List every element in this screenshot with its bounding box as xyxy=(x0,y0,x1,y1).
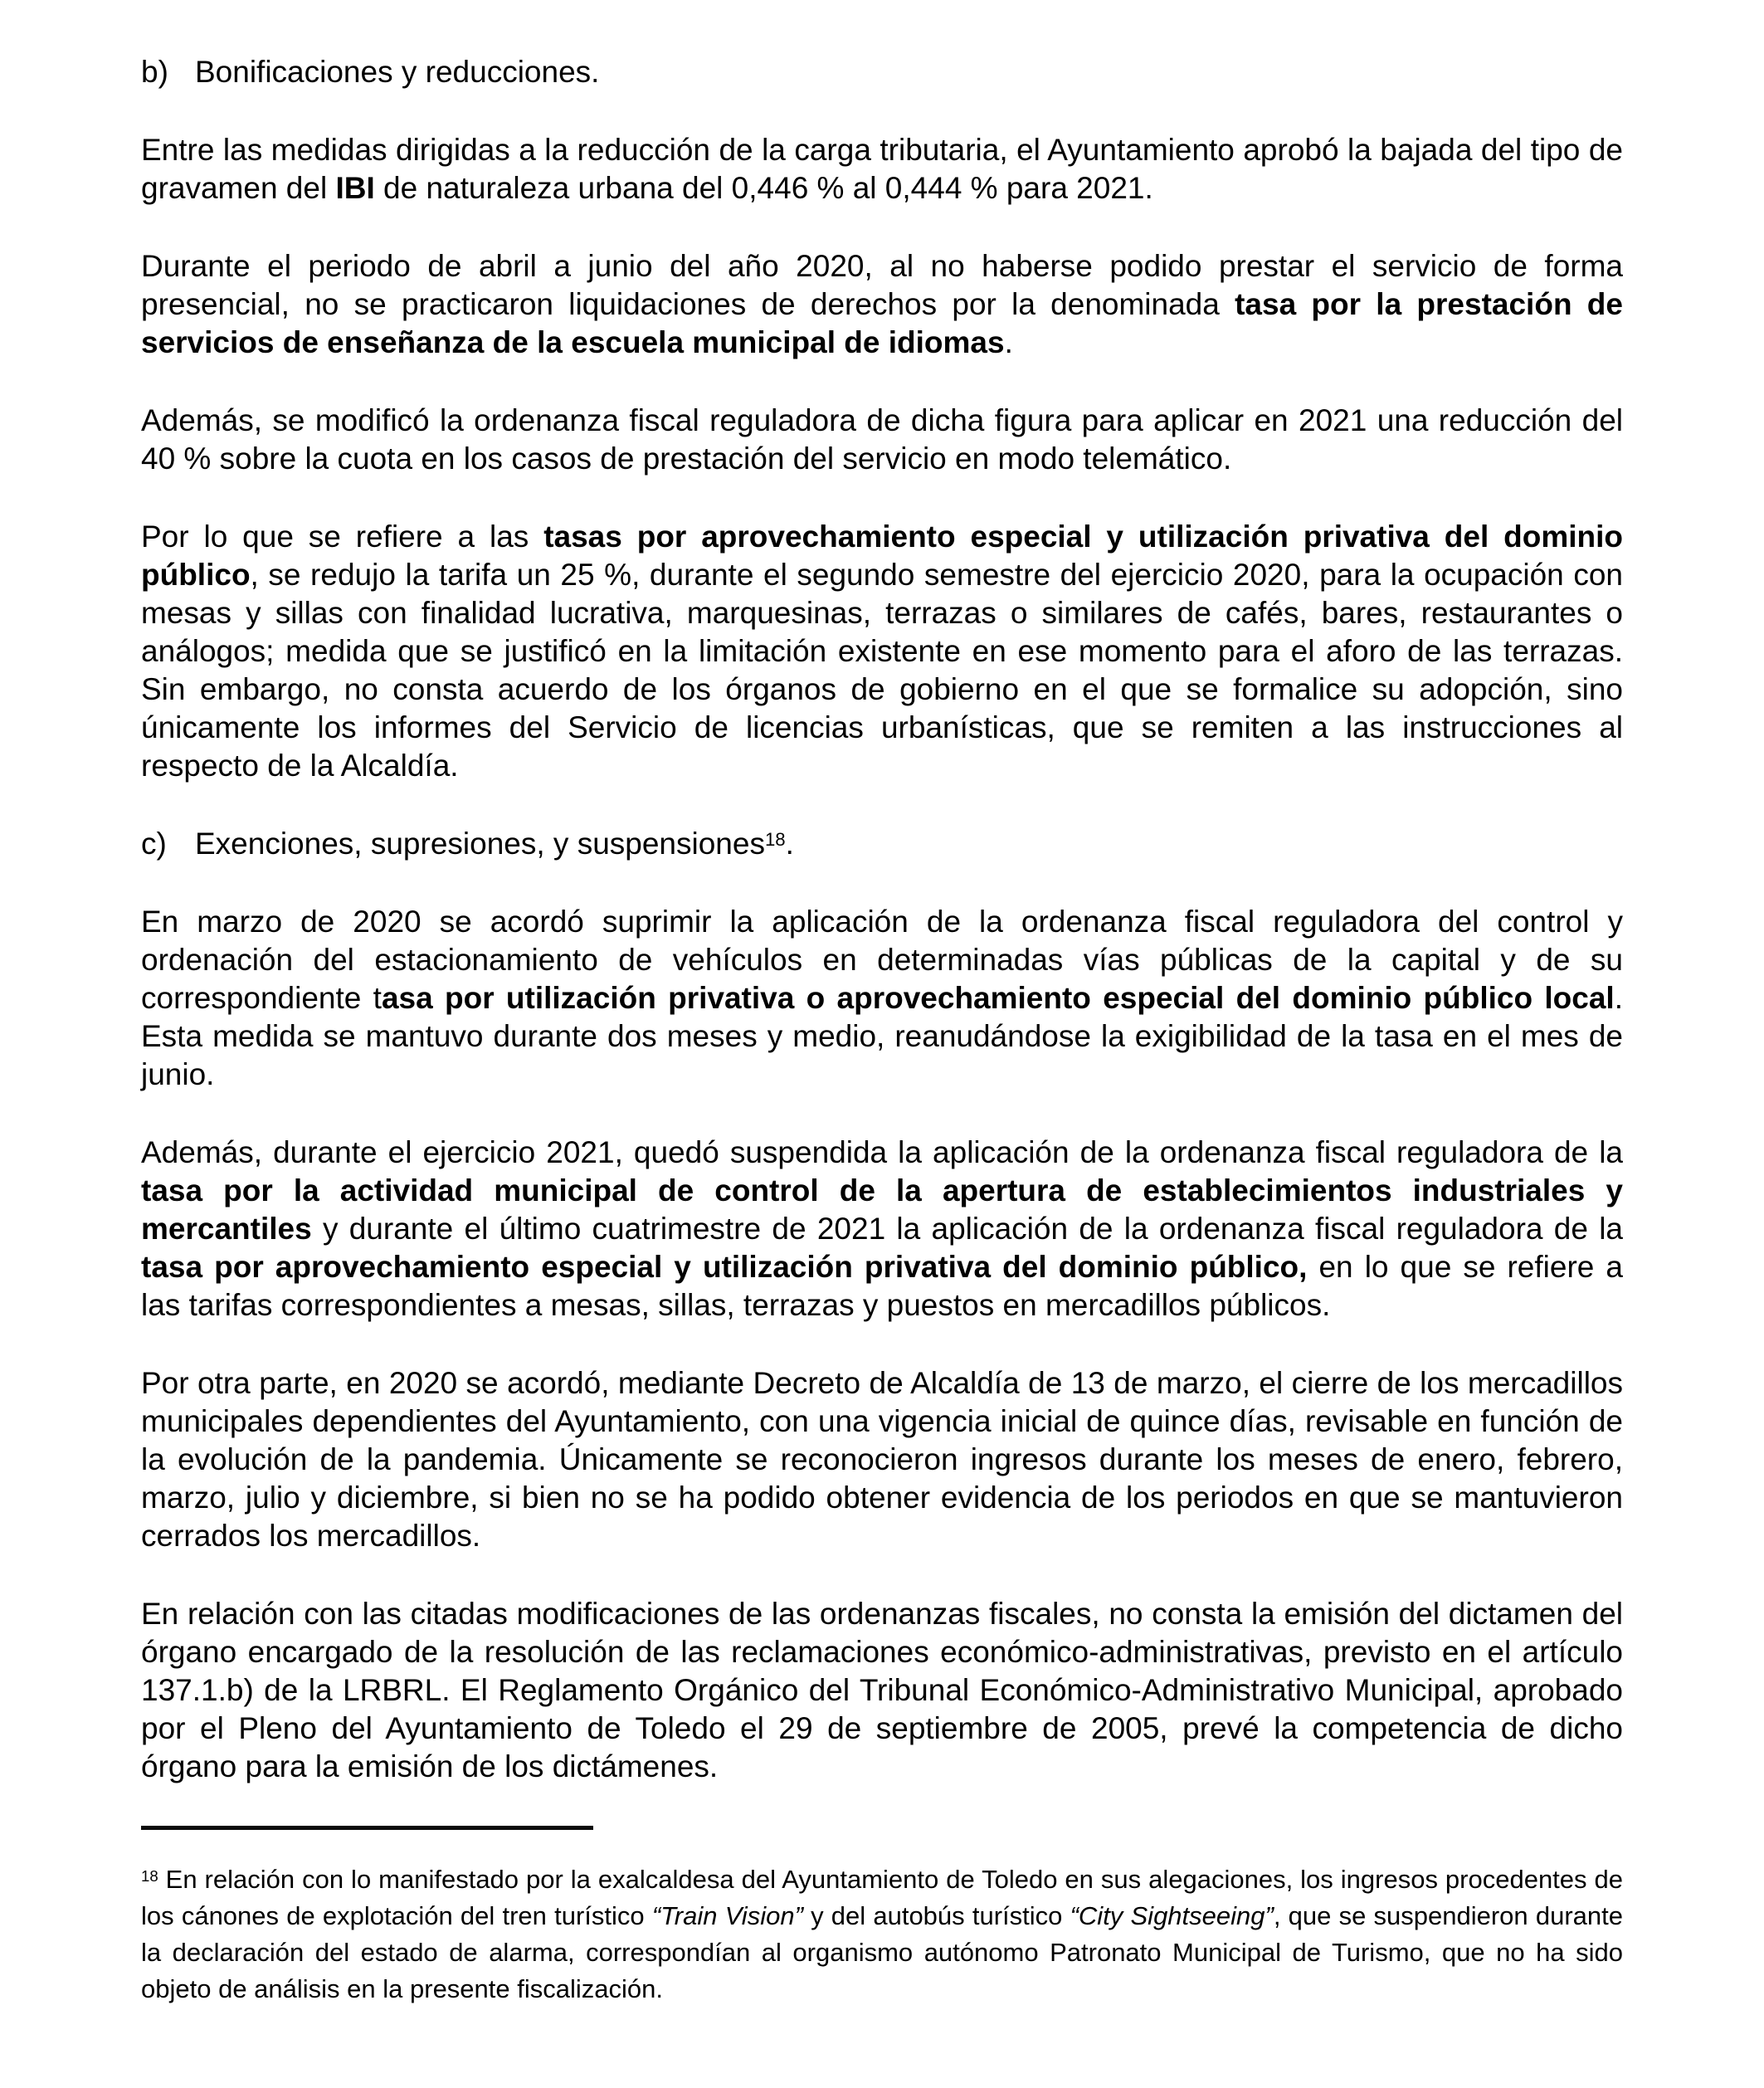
text-run: tasa por la actividad municipal de control de la apertura de establecimientos industriales y mercantiles xyxy=(141,1173,1623,1246)
text-run: tasas por aprovechamiento especial y utilización privativa del dominio público xyxy=(141,520,1623,592)
paragraph xyxy=(141,1595,1623,1786)
text-run: Bonificaciones y reducciones. xyxy=(195,55,600,89)
text-run: IBI xyxy=(335,171,375,205)
heading-text xyxy=(195,53,1623,91)
text-run: . Esta medida se mantuvo durante dos meses y medio, reanudándose la exigibilidad de la tasa en el mes de junio. xyxy=(141,981,1623,1091)
footnote xyxy=(141,1861,1623,2008)
paragraph xyxy=(141,247,1623,362)
text-run: “City Sightseeing” xyxy=(1070,1901,1274,1930)
text-run: Durante el periodo de abril a junio del año 2020, al no haberse podido prestar el servicio de forma presencial, no se practicaron liquidaciones de derechos por la denominada xyxy=(141,249,1623,321)
text-run: de naturaleza urbana del 0,446 % al 0,444 % para 2021. xyxy=(374,171,1153,205)
text-run: y durante el último cuatrimestre de 2021 la aplicación de la ordenanza fiscal reguladora de la xyxy=(311,1212,1623,1246)
heading-label: b) xyxy=(141,55,168,89)
heading-label: c) xyxy=(141,827,167,861)
text-run: Por lo que se refiere a las xyxy=(141,520,544,554)
text-run: y del autobús turístico xyxy=(802,1901,1070,1930)
paragraph xyxy=(141,1134,1623,1325)
footnote-separator xyxy=(141,1826,593,1830)
section-heading xyxy=(141,53,1623,91)
text-run: tasa por aprovechamiento especial y utilización privativa del dominio público, xyxy=(141,1250,1308,1284)
text-run: asa por utilización privativa o aprovechamiento especial del dominio público local xyxy=(381,981,1615,1015)
paragraph xyxy=(141,402,1623,478)
text-run: Por otra parte, en 2020 se acordó, mediante Decreto de Alcaldía de 13 de marzo, el cierre de los mercadillos municipales dependientes del Ayuntamiento, con una vigencia inicial de quince días, revisable en función de la evolución de la pandemia. Únicamente se reconocieron ingresos durante los meses de enero, febrero, marzo, julio y diciembre, si bien no se ha podido obtener evidencia de los periodos en que se mantuvieron cerrados los mercadillos. xyxy=(141,1366,1623,1553)
text-run: En relación con lo manifestado por la exalcaldesa del Ayuntamiento de Toledo en sus alegaciones, los ingresos procedentes de los cánones de explotación del tren turístico xyxy=(141,1865,1623,1930)
heading-text xyxy=(195,825,1623,863)
text-run: En marzo de 2020 se acordó suprimir la aplicación de la ordenanza fiscal reguladora del control y ordenación del estacionamiento de vehículos en determinadas vías públicas de la capital y de su correspondiente t xyxy=(141,905,1623,1015)
text-run: en lo que se refiere a las tarifas correspondientes a mesas, sillas, terrazas y puestos en mercadillos públicos. xyxy=(141,1250,1623,1322)
text-run: , se redujo la tarifa un 25 %, durante el segundo semestre del ejercicio 2020, para la ocupación con mesas y sillas con finalidad lucrativa, marquesinas, terrazas o similares de cafés, bares, restaurantes o análogos; medida que se justificó en la limitación existente en ese momento para el aforo de las terrazas. Sin embargo, no consta acuerdo de los órganos de gobierno en el que se formalice su adopción, sino únicamente los informes del Servicio de licencias urbanísticas, que se remiten a las instrucciones al respecto de la Alcaldía. xyxy=(141,558,1623,783)
section-heading xyxy=(141,825,1623,863)
paragraph xyxy=(141,131,1623,207)
text-run: 18 xyxy=(141,1866,158,1885)
text-run: . xyxy=(1004,325,1013,359)
text-run: . xyxy=(785,827,794,861)
text-run: “Train Vision” xyxy=(651,1901,803,1930)
text-run: tasa por la prestación de servicios de enseñanza de la escuela municipal de idiomas xyxy=(141,287,1623,359)
paragraph xyxy=(141,903,1623,1094)
paragraph xyxy=(141,1364,1623,1555)
text-run: En relación con las citadas modificaciones de las ordenanzas fiscales, no consta la emisión del dictamen del órgano encargado de la resolución de las reclamaciones económico-administrativas, previsto en el artículo 137.1.b) de la LRBRL. El Reglamento Orgánico del Tribunal Económico-Administrativo Municipal, aprobado por el Pleno del Ayuntamiento de Toledo el 29 de septiembre de 2005, prevé la competencia de dicho órgano para la emisión de los dictámenes. xyxy=(141,1597,1623,1783)
text-run: Además, durante el ejercicio 2021, quedó suspendida la aplicación de la ordenanza fiscal reguladora de la xyxy=(141,1135,1623,1169)
text-run: , que se suspendieron durante la declaración del estado de alarma, correspondían al organismo autónomo Patronato Municipal de Turismo, que no ha sido objeto de análisis en la presente fiscalización. xyxy=(141,1901,1623,2003)
text-run: Entre las medidas dirigidas a la reducción de la carga tributaria, el Ayuntamiento aprobó la bajada del tipo de gravamen del xyxy=(141,133,1623,205)
text-run: Además, se modificó la ordenanza fiscal reguladora de dicha figura para aplicar en 2021 una reducción del 40 % sobre la cuota en los casos de prestación del servicio en modo telemático. xyxy=(141,403,1623,476)
paragraph xyxy=(141,518,1623,785)
text-run: 18 xyxy=(764,829,786,851)
text-run: Exenciones, supresiones, y suspensiones xyxy=(195,827,765,861)
